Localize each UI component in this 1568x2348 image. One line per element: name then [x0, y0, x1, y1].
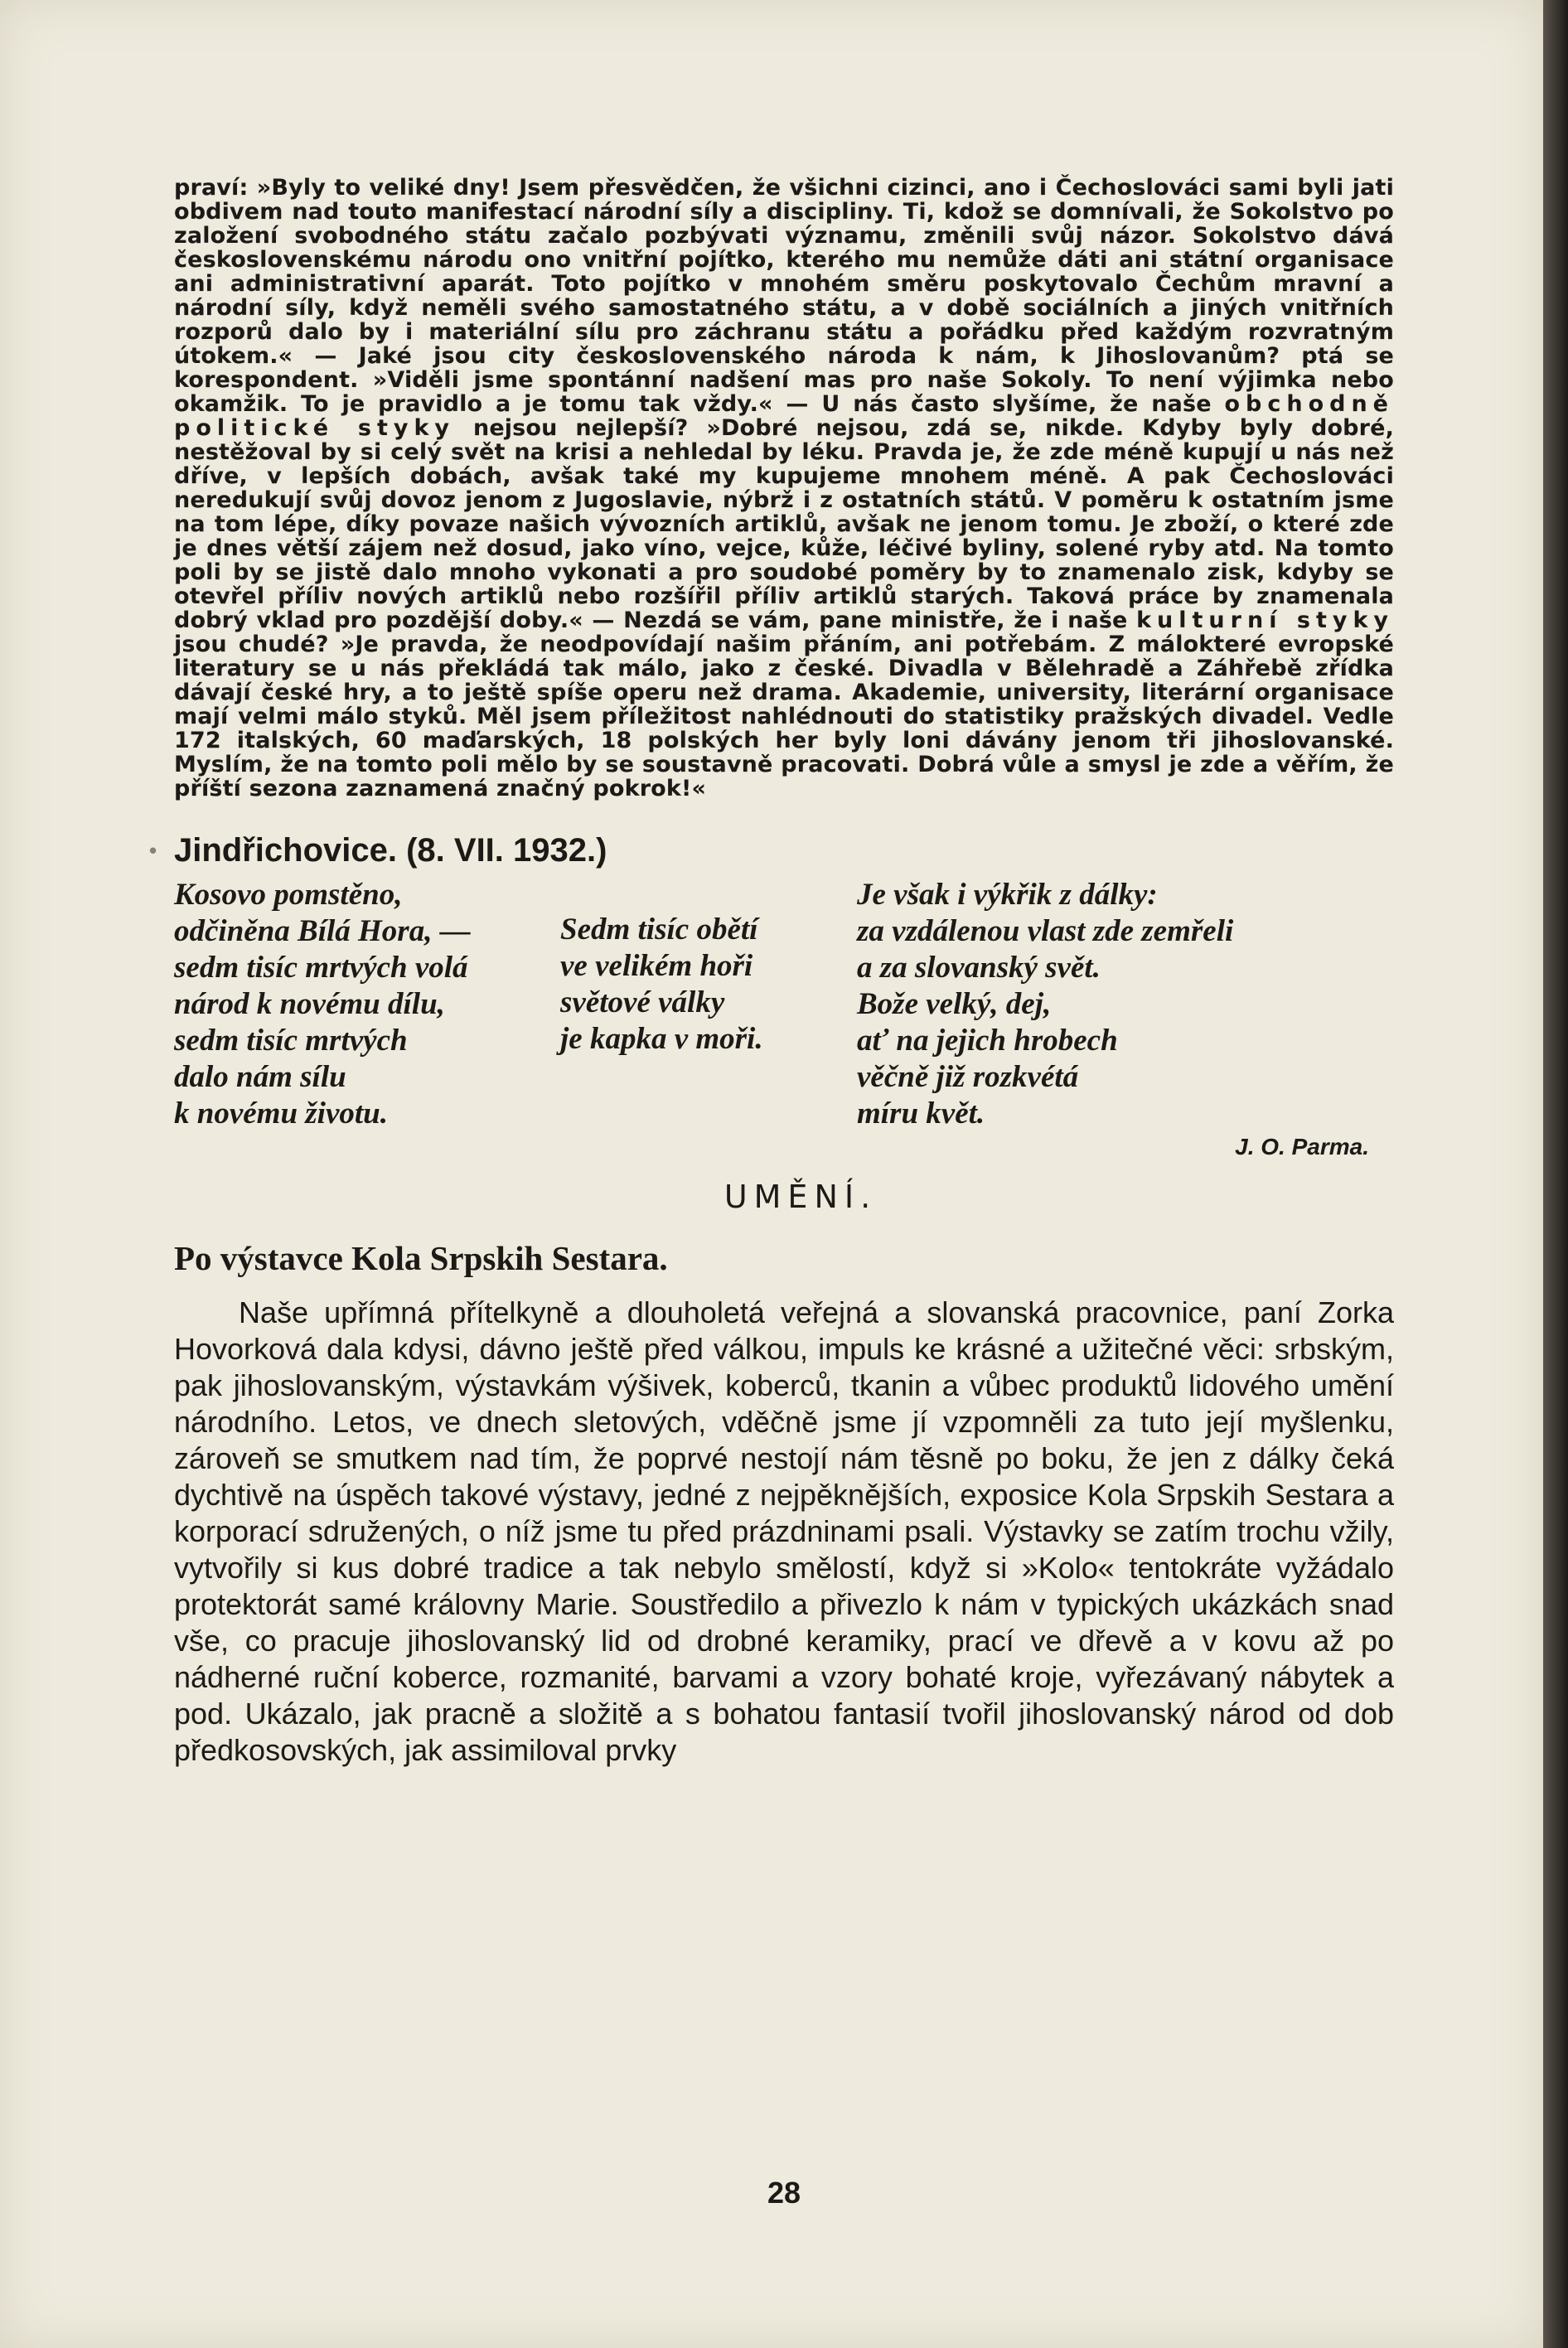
poem-line: odčiněna Bílá Hora, — — [174, 914, 471, 948]
letter-text-part-3: jsou chudé? »Je pravda, že neodpovídají našim přáním, ani potřebám. Z málokteré evropské literatury se u nás překládá tak málo, jako z české. Divadla v Bělehradě a Záhřebě zřídka dávají české hry, a to ještě spíše operu než drama. Akademie, university, literární organisace mají velmi málo styků. Měl jsem příležitost nahlédnouti do statistiky pražských divadel. Vedle 172 italských, 60 maďarských, 18 polských her byly loni dávány jenom tři jihoslovanské. Myslím, že na tomto poli mělo by se soustavně pracovati. Dobrá vůle a smysl je zde a věřím, že příští sezona zaznamená značný pokrok!« — [174, 632, 1394, 801]
letter-spaced-phrase-2: kulturní styky — [1136, 608, 1395, 633]
letter-text-part-1: praví: »Byly to veliké dny! Jsem přesvědčen, že všichni cizinci, ano i Čechoslováci sami byli jati obdivem nad touto manifestací národní síly a discipliny. Ti, kdož se domnívali, že Sokolstvo po založení svobodného státu začalo pozbývati významu, změnili svůj názor. Sokolstvo dává československému národu ono vnitřní pojítko, kterého mu nemůže dáti ani státní organisace ani administrativní aparát. Toto pojítko v mnohém směru poskytovalo Čechům mravní a národní síly, když neměli svého samostatného státu, a v době sociálních a jiných vnitřních rozporů dalo by i materiální sílu pro záchranu státu a pořádku před každým rozvratným útokem.« — Jaké jsou city československého národa k nám, k Jihoslovanům? ptá se korespondent. »Viděli jsme spontánní nadšení mas pro naše Sokoly. To není výjimka nebo okamžik. To je pravidlo a je tomu tak vždy.« — U nás často slyšíme, že naše — [174, 175, 1394, 417]
poem-line: světové války — [560, 985, 725, 1019]
poem — [174, 877, 1394, 1167]
letter-spaced-phrase-1: obchodně politické styky — [174, 391, 1394, 441]
poem-column-3 — [857, 877, 1233, 1132]
book-spine-edge — [1543, 0, 1568, 2348]
poem-line: míru květ. — [857, 1097, 985, 1130]
poem-column-2 — [560, 912, 763, 1058]
poem-line: sedm tisíc mrtvých volá — [174, 951, 468, 985]
poem-line: Sedm tisíc obětí — [560, 913, 758, 946]
poem-line: ať na jejich hrobech — [857, 1024, 1118, 1058]
poem-line: Bože velký, dej, — [857, 987, 1052, 1021]
poem-line: národ k novému dílu, — [174, 987, 445, 1021]
poem-line: věčně již rozkvétá — [857, 1060, 1079, 1094]
poem-line: Je však i výkřik z dálky: — [857, 878, 1158, 912]
poem-column-1 — [174, 877, 471, 1132]
section-title: UMĚNÍ. — [724, 1179, 878, 1215]
poem-heading: Jindřichovice. (8. VII. 1932.) — [174, 832, 607, 869]
page-content — [149, 175, 1395, 2210]
letter-text-part-2: nejsou nejlepší? »Dobré nejsou, zdá se, nikde. Kdyby byly dobré, nestěžoval by si celý svět na krisi a nehledal by léku. Pravda je, že zde méně kupují u nás než dříve, v lepších dobách, avšak také my kupujeme mnohem méně. A pak Čechoslováci neredukují svůj dovoz jenom z Jugoslavie, nýbrž i z ostatních států. V poměru k ostatním jsme na tom lépe, díky povaze našich vývozních artiklů, avšak ne jenom tomu. Je zboží, o které zde je dnes větší zájem než dosud, jako víno, vejce, kůže, léčivé byliny, solené ryby atd. Na tomto poli by se jistě dalo mnoho vykonati a pro soudobé poměry by to znamenalo zisk, kdyby se otevřel příliv nových artiklů nebo rozšířil příliv artiklů starých. Taková práce by znamenala dobrý vklad pro pozdější doby.« — Nezdá se vám, pane ministře, že i naše — [174, 415, 1394, 633]
poem-line: za vzdálenou vlast zde zemřeli — [857, 914, 1234, 948]
poem-line: sedm tisíc mrtvých — [174, 1024, 408, 1058]
poem-line: a za slovanský svět. — [857, 951, 1101, 985]
poem-line: je kapka v moři. — [560, 1022, 763, 1056]
poem-line: Kosovo pomstěno, — [174, 878, 403, 912]
article-heading: Po výstavce Kola Srpskih Sestara. — [174, 1239, 668, 1277]
article-paragraph: Naše upřímná přítelkyně a dlouholetá veřejná a slovanská pracovnice, paní Zorka Hovorková dala kdysi, dávno ještě před válkou, impuls ke krásné a užitečné věci: srbským, pak jihoslovanským, výstavkám výšivek, koberců, tkanin a vůbec produktů lidového umění národního. Letos, ve dnech sletových, vděčně jsme jí vzpomněli za tuto její myšlenku, zároveň se smutkem nad tím, že poprvé nestojí nám těsně po boku, že jen z dálky čeká dychtivě na úspěch takové výstavy, jedné z nejpěknějších, exposice Kola Srpskih Sestara a korporací sdružených, o níž jsme tu před prázdninami psali. Výstavky se zatím trochu vžily, vytvořily si kus dobré tradice a tak nebylo smělostí, když si »Kolo« tentokráte vyžádalo protektorát samé královny Marie. Soustředilo a přivezlo k nám v typických ukázkách snad vše, co pracuje jihoslovanský lid od drobné keramiky, prací ve dřevě a v kovu až po nádherné ruční koberce, rozmanité, barvami a vzory bohaté kroje, vyřezávaný nábytek a pod. Ukázalo, jak pracně a složitě a s bohatou fantasií tvořil jihoslovanský národ od dob předkosovských, jak assimiloval prvky — [174, 1295, 1394, 1767]
poem-line: k novému životu. — [174, 1097, 388, 1130]
letter-paragraph — [174, 176, 1394, 801]
poem-heading-row — [149, 830, 1394, 870]
bullet-mark: • — [149, 838, 157, 863]
poem-line: ve velikém hoři — [560, 949, 753, 983]
page-number: 28 — [767, 2176, 801, 2210]
poem-line: dalo nám sílu — [174, 1060, 346, 1094]
poem-author: J. O. Parma. — [1235, 1134, 1369, 1159]
